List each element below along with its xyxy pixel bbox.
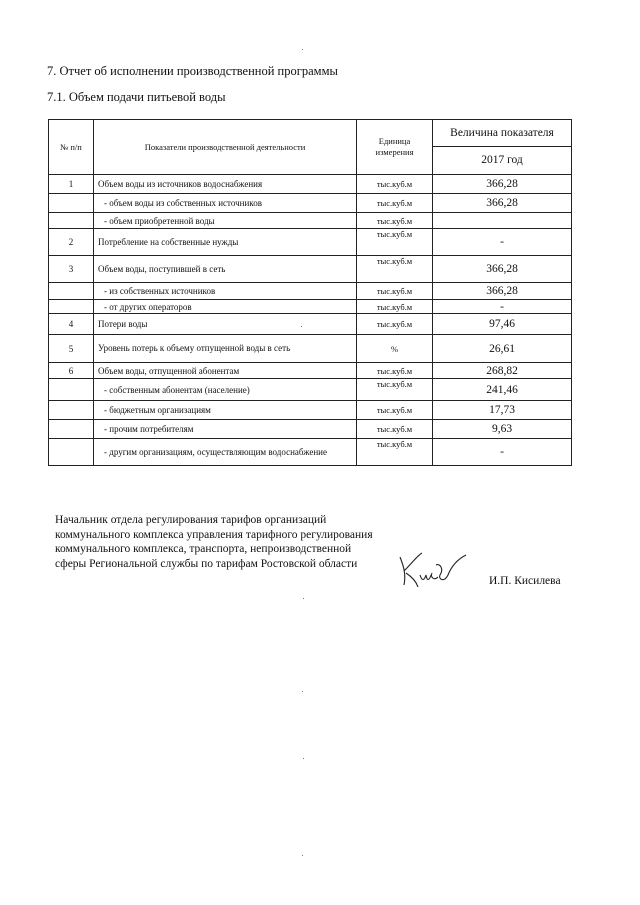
signer-name: И.П. Кисилева bbox=[489, 575, 561, 587]
row-num bbox=[49, 420, 94, 439]
header-value: Величина показателя bbox=[433, 120, 572, 147]
row-num bbox=[49, 300, 94, 314]
subsection-heading: 7.1. Объем подачи питьевой воды bbox=[47, 90, 226, 104]
row-unit: тыс.куб.м bbox=[357, 229, 433, 256]
scan-speck bbox=[302, 855, 303, 856]
row-unit: % bbox=[357, 335, 433, 363]
row-label: Уровень потерь к объему отпущенной воды в сеть bbox=[94, 335, 357, 363]
row-unit: тыс.куб.м bbox=[357, 300, 433, 314]
row-label: Объем воды, отпущенной абонентам bbox=[94, 363, 357, 379]
row-num bbox=[49, 439, 94, 466]
row-label: Объем воды из источников водоснабжения bbox=[94, 175, 357, 194]
header-unit: Единица измерения bbox=[357, 120, 433, 175]
row-num: 1 bbox=[49, 175, 94, 194]
row-label: - собственным абонентам (население) bbox=[94, 379, 357, 401]
row-label: Потребление на собственные нужды bbox=[94, 229, 357, 256]
header-year: 2017 год bbox=[433, 147, 572, 175]
row-label: - прочим потребителям bbox=[94, 420, 357, 439]
row-label: Потери воды bbox=[94, 314, 357, 335]
row-num: 3 bbox=[49, 256, 94, 283]
row-unit: тыс.куб.м bbox=[357, 420, 433, 439]
row-num: 2 bbox=[49, 229, 94, 256]
row-num bbox=[49, 283, 94, 300]
row-label: - другим организациям, осуществляющим водоснабжение bbox=[94, 439, 357, 466]
row-label: - объем воды из собственных источников bbox=[94, 194, 357, 213]
row-unit: тыс.куб.м bbox=[357, 194, 433, 213]
row-value: 241,46 bbox=[433, 379, 572, 401]
row-unit: тыс.куб.м bbox=[357, 175, 433, 194]
row-unit: тыс.куб.м bbox=[357, 363, 433, 379]
scan-speck bbox=[303, 758, 304, 759]
row-num: 4 bbox=[49, 314, 94, 335]
row-value: - bbox=[433, 439, 572, 466]
header-num: № п/п bbox=[49, 120, 94, 175]
row-num bbox=[49, 379, 94, 401]
row-num: 5 bbox=[49, 335, 94, 363]
row-num bbox=[49, 194, 94, 213]
scan-speck bbox=[302, 691, 303, 692]
row-value: 366,28 bbox=[433, 283, 572, 300]
scan-speck bbox=[302, 49, 303, 50]
row-num: 6 bbox=[49, 363, 94, 379]
row-unit: тыс.куб.м bbox=[357, 256, 433, 283]
row-value: 366,28 bbox=[433, 256, 572, 283]
row-value: 26,61 bbox=[433, 335, 572, 363]
row-label: Объем воды, поступившей в сеть bbox=[94, 256, 357, 283]
row-unit: тыс.куб.м bbox=[357, 379, 433, 401]
row-unit: тыс.куб.м bbox=[357, 213, 433, 229]
row-label: - бюджетным организациям bbox=[94, 401, 357, 420]
row-num bbox=[49, 401, 94, 420]
scan-speck bbox=[301, 326, 302, 327]
row-value: 268,82 bbox=[433, 363, 572, 379]
row-unit: тыс.куб.м bbox=[357, 439, 433, 466]
row-num bbox=[49, 213, 94, 229]
row-value: 97,46 bbox=[433, 314, 572, 335]
row-label: - объем приобретенной воды bbox=[94, 213, 357, 229]
row-unit: тыс.куб.м bbox=[357, 283, 433, 300]
handwritten-signature bbox=[392, 545, 470, 595]
row-value: - bbox=[433, 300, 572, 314]
section-heading: 7. Отчет об исполнении производственной программы bbox=[47, 64, 338, 78]
row-value: 9,63 bbox=[433, 420, 572, 439]
row-value: - bbox=[433, 229, 572, 256]
water-supply-table bbox=[48, 119, 572, 466]
row-label: - из собственных источников bbox=[94, 283, 357, 300]
row-value: 366,28 bbox=[433, 175, 572, 194]
row-value: 366,28 bbox=[433, 194, 572, 213]
scan-speck bbox=[303, 598, 304, 599]
row-value bbox=[433, 213, 572, 229]
row-unit: тыс.куб.м bbox=[357, 401, 433, 420]
row-label: - от других операторов bbox=[94, 300, 357, 314]
signer-position: Начальник отдела регулирования тарифов организаций коммунального комплекса управления тарифного регулирования коммунального комплекса, транспорта, непроизводственной сферы Региональной службы по тарифам Ростовской области bbox=[55, 514, 373, 570]
header-indicator: Показатели производственной деятельности bbox=[94, 120, 357, 175]
row-value: 17,73 bbox=[433, 401, 572, 420]
row-unit: тыс.куб.м bbox=[357, 314, 433, 335]
